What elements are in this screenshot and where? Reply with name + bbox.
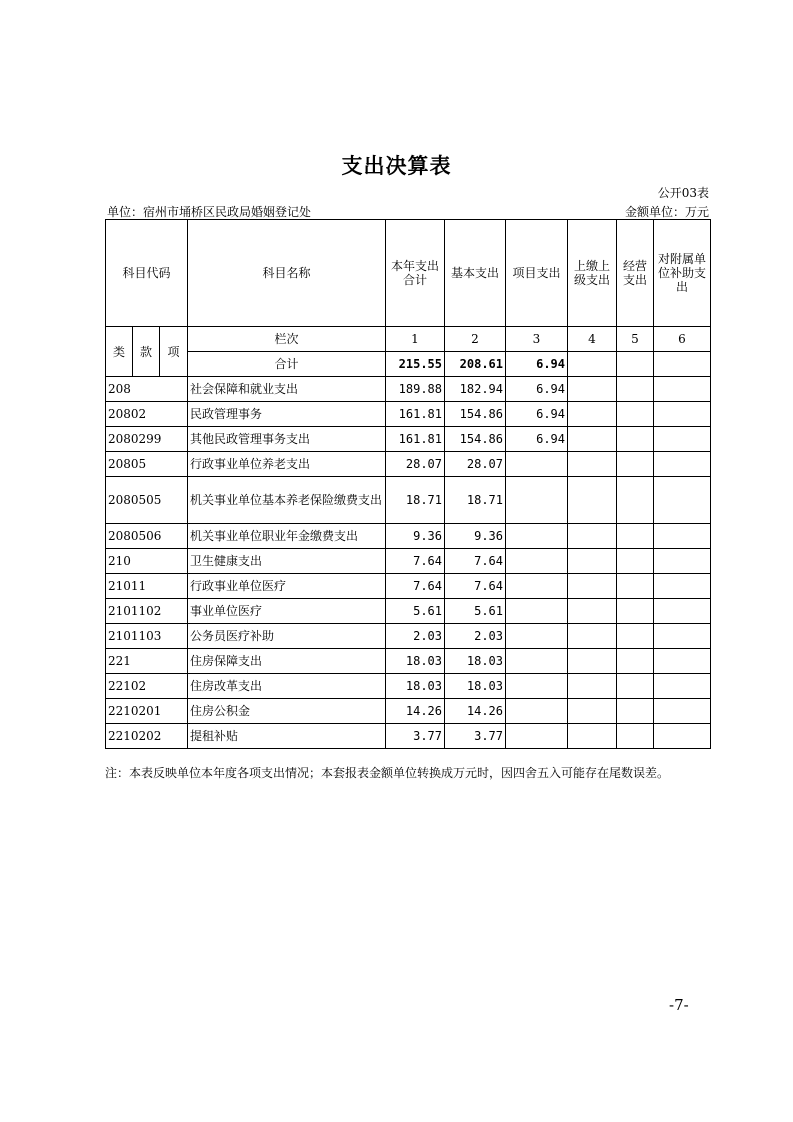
row-subsidy xyxy=(654,699,711,724)
column-number: 4 xyxy=(568,327,617,352)
table-row xyxy=(106,402,711,427)
row-business xyxy=(617,452,654,477)
row-code: 2101103 xyxy=(106,624,188,649)
row-subsidy xyxy=(654,477,711,524)
row-subsidy xyxy=(654,377,711,402)
row-upper xyxy=(568,477,617,524)
table-row xyxy=(106,574,711,599)
total-upper xyxy=(568,352,617,377)
row-basic: 154.86 xyxy=(445,402,506,427)
total-row xyxy=(106,352,711,377)
money-unit-label: 金额单位：万元 xyxy=(624,205,709,219)
row-basic: 18.03 xyxy=(445,674,506,699)
total-project: 6.94 xyxy=(506,352,568,377)
row-basic: 154.86 xyxy=(445,427,506,452)
row-basic: 3.77 xyxy=(445,724,506,749)
row-upper xyxy=(568,724,617,749)
row-subsidy xyxy=(654,674,711,699)
row-project xyxy=(506,599,568,624)
row-upper xyxy=(568,427,617,452)
row-basic: 14.26 xyxy=(445,699,506,724)
row-code: 2210201 xyxy=(106,699,188,724)
row-business xyxy=(617,377,654,402)
row-code: 20805 xyxy=(106,452,188,477)
header-lei: 类 xyxy=(106,327,133,377)
row-subsidy xyxy=(654,599,711,624)
row-code: 208 xyxy=(106,377,188,402)
row-name: 行政事业单位养老支出 xyxy=(188,452,386,477)
row-basic: 9.36 xyxy=(445,524,506,549)
row-business xyxy=(617,649,654,674)
row-name: 住房公积金 xyxy=(188,699,386,724)
row-code: 2080505 xyxy=(106,477,188,524)
row-total: 18.03 xyxy=(386,674,445,699)
row-business xyxy=(617,674,654,699)
row-subsidy xyxy=(654,549,711,574)
row-name: 卫生健康支出 xyxy=(188,549,386,574)
row-basic: 28.07 xyxy=(445,452,506,477)
row-subsidy xyxy=(654,724,711,749)
table-row xyxy=(106,699,711,724)
table-row xyxy=(106,549,711,574)
row-project xyxy=(506,549,568,574)
row-project xyxy=(506,574,568,599)
row-project xyxy=(506,624,568,649)
total-basic: 208.61 xyxy=(445,352,506,377)
row-name: 提租补贴 xyxy=(188,724,386,749)
row-total: 18.71 xyxy=(386,477,445,524)
unit-label: 单位：宿州市埇桥区民政局婚姻登记处 xyxy=(107,205,312,219)
row-code: 2101102 xyxy=(106,599,188,624)
row-subsidy xyxy=(654,427,711,452)
row-name: 民政管理事务 xyxy=(188,402,386,427)
page-title: 支出决算表 xyxy=(341,154,452,178)
row-business xyxy=(617,402,654,427)
row-basic: 18.03 xyxy=(445,649,506,674)
row-basic: 182.94 xyxy=(445,377,506,402)
row-total: 18.03 xyxy=(386,649,445,674)
row-upper xyxy=(568,574,617,599)
row-total: 7.64 xyxy=(386,574,445,599)
table-row xyxy=(106,674,711,699)
row-total: 14.26 xyxy=(386,699,445,724)
header-business: 经营支出 xyxy=(617,220,654,327)
row-basic: 7.64 xyxy=(445,549,506,574)
table-row xyxy=(106,524,711,549)
row-code: 22102 xyxy=(106,674,188,699)
header-kuan: 款 xyxy=(133,327,160,377)
column-number: 6 xyxy=(654,327,711,352)
row-business xyxy=(617,427,654,452)
row-project xyxy=(506,452,568,477)
row-subsidy xyxy=(654,524,711,549)
row-basic: 5.61 xyxy=(445,599,506,624)
row-business xyxy=(617,724,654,749)
row-code: 2080506 xyxy=(106,524,188,549)
header-lanci: 栏次 xyxy=(188,327,386,352)
row-total: 161.81 xyxy=(386,427,445,452)
row-name: 住房保障支出 xyxy=(188,649,386,674)
row-total: 5.61 xyxy=(386,599,445,624)
row-business xyxy=(617,599,654,624)
table-number: 公开03表 xyxy=(657,186,709,200)
table-row xyxy=(106,624,711,649)
header-row xyxy=(106,220,711,327)
row-code: 2080299 xyxy=(106,427,188,452)
header-xiang: 项 xyxy=(160,327,188,377)
header-basic: 基本支出 xyxy=(445,220,506,327)
table-row xyxy=(106,452,711,477)
row-business xyxy=(617,524,654,549)
row-upper xyxy=(568,549,617,574)
row-name: 社会保障和就业支出 xyxy=(188,377,386,402)
page-number: -7- xyxy=(669,996,689,1014)
row-total: 161.81 xyxy=(386,402,445,427)
row-subsidy xyxy=(654,624,711,649)
row-code: 21011 xyxy=(106,574,188,599)
row-total: 9.36 xyxy=(386,524,445,549)
row-project xyxy=(506,699,568,724)
header-name: 科目名称 xyxy=(188,220,386,327)
table-row xyxy=(106,599,711,624)
row-name: 事业单位医疗 xyxy=(188,599,386,624)
row-code: 20802 xyxy=(106,402,188,427)
row-project: 6.94 xyxy=(506,427,568,452)
row-name: 公务员医疗补助 xyxy=(188,624,386,649)
total-amount: 215.55 xyxy=(386,352,445,377)
row-project xyxy=(506,674,568,699)
column-number: 2 xyxy=(445,327,506,352)
footnote: 注：本表反映单位本年度各项支出情况；本套报表金额单位转换成万元时，因四舍五入可能存在尾数误差。 xyxy=(105,766,670,780)
table-row xyxy=(106,427,711,452)
row-subsidy xyxy=(654,402,711,427)
row-total: 2.03 xyxy=(386,624,445,649)
row-upper xyxy=(568,452,617,477)
row-code: 210 xyxy=(106,549,188,574)
total-subsidy xyxy=(654,352,711,377)
row-upper xyxy=(568,624,617,649)
row-name: 住房改革支出 xyxy=(188,674,386,699)
header-subsidy: 对附属单位补助支出 xyxy=(654,220,711,327)
row-total: 3.77 xyxy=(386,724,445,749)
row-business xyxy=(617,549,654,574)
row-business xyxy=(617,477,654,524)
row-business xyxy=(617,699,654,724)
row-code: 2210202 xyxy=(106,724,188,749)
total-label: 合计 xyxy=(188,352,386,377)
table-row xyxy=(106,649,711,674)
column-number: 1 xyxy=(386,327,445,352)
column-number: 3 xyxy=(506,327,568,352)
row-upper xyxy=(568,649,617,674)
row-basic: 7.64 xyxy=(445,574,506,599)
row-business xyxy=(617,624,654,649)
row-total: 7.64 xyxy=(386,549,445,574)
header-total: 本年支出合计 xyxy=(386,220,445,327)
column-number-row xyxy=(106,327,711,352)
column-number: 5 xyxy=(617,327,654,352)
row-code: 221 xyxy=(106,649,188,674)
row-project: 6.94 xyxy=(506,377,568,402)
row-total: 28.07 xyxy=(386,452,445,477)
expenditure-table xyxy=(105,219,711,749)
row-name: 机关事业单位基本养老保险缴费支出 xyxy=(188,477,386,524)
row-subsidy xyxy=(654,649,711,674)
table-row xyxy=(106,377,711,402)
header-project: 项目支出 xyxy=(506,220,568,327)
row-project xyxy=(506,649,568,674)
row-basic: 2.03 xyxy=(445,624,506,649)
header-code: 科目代码 xyxy=(106,220,188,327)
total-business xyxy=(617,352,654,377)
row-name: 行政事业单位医疗 xyxy=(188,574,386,599)
row-upper xyxy=(568,599,617,624)
header-upper: 上缴上级支出 xyxy=(568,220,617,327)
row-project xyxy=(506,477,568,524)
row-subsidy xyxy=(654,574,711,599)
row-upper xyxy=(568,377,617,402)
row-name: 机关事业单位职业年金缴费支出 xyxy=(188,524,386,549)
row-upper xyxy=(568,674,617,699)
table-row xyxy=(106,724,711,749)
row-upper xyxy=(568,699,617,724)
row-subsidy xyxy=(654,452,711,477)
row-basic: 18.71 xyxy=(445,477,506,524)
row-total: 189.88 xyxy=(386,377,445,402)
row-project: 6.94 xyxy=(506,402,568,427)
row-business xyxy=(617,574,654,599)
row-upper xyxy=(568,402,617,427)
row-upper xyxy=(568,524,617,549)
table-row xyxy=(106,477,711,524)
row-project xyxy=(506,724,568,749)
row-name: 其他民政管理事务支出 xyxy=(188,427,386,452)
row-project xyxy=(506,524,568,549)
